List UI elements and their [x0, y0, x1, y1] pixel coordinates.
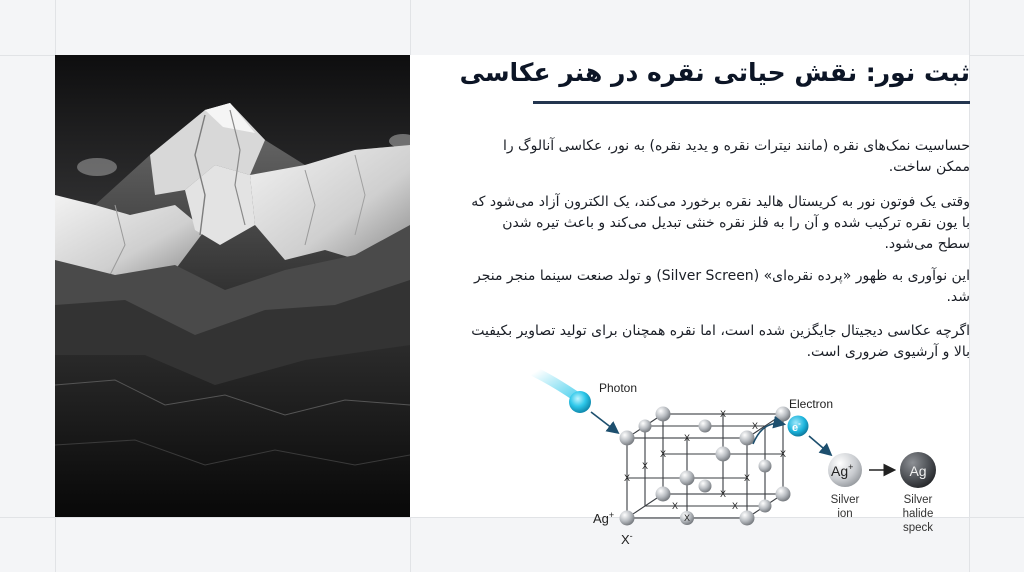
- paragraph-1: حساسیت نمک‌های نقره (مانند نیترات نقره و یدید نقره) به نور، عکاسی آنالوگ را ممکن ساخت.: [502, 138, 970, 175]
- speck-label-line3: speck: [902, 522, 934, 534]
- paragraph-3: این نوآوری به ظهور «پرده نقره‌ای» (Silver Screen) و تولد صنعت سینما منجر منجر شد.: [473, 268, 970, 305]
- svg-text:X: X: [751, 421, 759, 431]
- speck-label-line2: halide: [902, 508, 934, 520]
- photon-icon: [569, 391, 591, 413]
- ag-plus-label: Ag+: [593, 510, 615, 526]
- photon-arrow: [591, 412, 617, 432]
- svg-text:X: X: [743, 473, 751, 483]
- svg-text:X: X: [719, 489, 727, 499]
- silver-speck-symbol: Ag: [909, 463, 927, 479]
- paragraph-2: وقتی یک فوتون نور به کریستال هالید نقره برخورد می‌کند، یک الکترون آزاد می‌شود که با یون نقره ترکیب شده و آن را به فلز نقره خنثی تبدیل می‌کند و باعث تیره شدن سطح می‌شود.: [471, 194, 970, 252]
- mountain-photo: [55, 55, 410, 517]
- svg-text:X: X: [779, 449, 787, 459]
- slide-title: ثبت نور: نقش حیاتی نقره در هنر عکاسی: [459, 58, 970, 87]
- electron-label: Electron: [789, 397, 834, 411]
- svg-text:X: X: [659, 449, 667, 459]
- speck-label-line1: Silver: [903, 494, 933, 506]
- svg-text:X: X: [731, 501, 739, 511]
- silver-ion-label-line1: Silver: [830, 494, 860, 506]
- paragraph-4: اگرچه عکاسی دیجیتال جایگزین شده است، اما نقره همچنان برای تولید تصاویر بکیفیت بالا و آرشیوی ضروری است.: [471, 323, 970, 360]
- svg-text:X: X: [719, 409, 727, 419]
- silver-ion-symbol: Ag+: [831, 462, 854, 479]
- title-underline: [533, 101, 970, 104]
- x-minus-label: X-: [621, 531, 633, 547]
- svg-text:X: X: [683, 433, 691, 443]
- electron-symbol: e-: [792, 419, 801, 434]
- photon-label: Photon: [599, 381, 638, 395]
- silver-ion-label-line2: ion: [837, 508, 853, 520]
- photochemistry-diagram: [525, 360, 970, 555]
- photon-trail: [535, 372, 577, 397]
- svg-text:X: X: [683, 513, 691, 523]
- electron-to-ion-arrow: [809, 436, 830, 454]
- svg-text:X: X: [641, 461, 649, 471]
- svg-text:X: X: [671, 501, 679, 511]
- svg-text:X: X: [623, 473, 631, 483]
